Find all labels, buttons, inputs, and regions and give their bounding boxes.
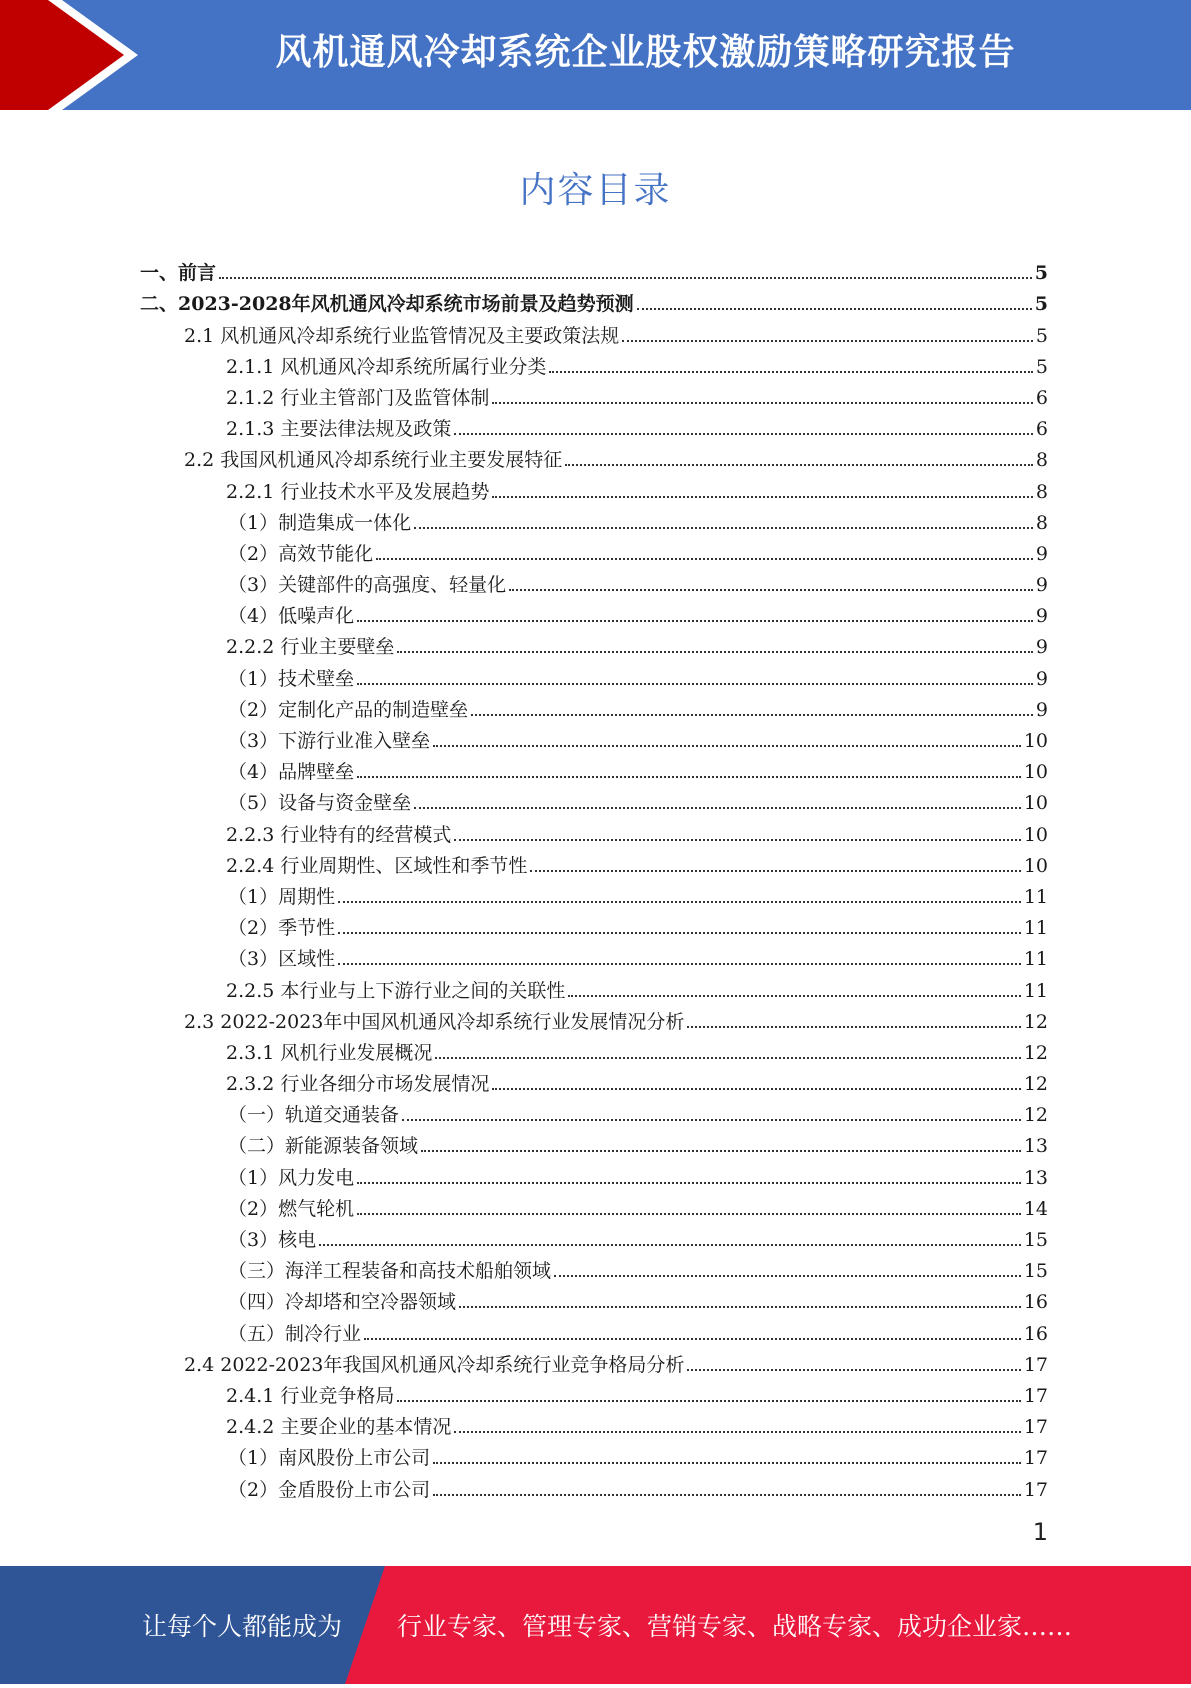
toc-dot-leader	[397, 1400, 1020, 1402]
toc-entry[interactable]	[140, 1408, 1048, 1439]
toc-entry[interactable]	[140, 940, 1048, 971]
toc-dot-leader	[554, 1275, 1021, 1277]
toc-entry-label: （3）区域性	[228, 948, 336, 971]
toc-dot-leader	[492, 496, 1033, 498]
toc-entry-label: （2）高效节能化	[228, 542, 374, 565]
toc-entry[interactable]	[140, 1127, 1048, 1158]
toc-entry-label: 2.4 2022-2023年我国风机通风冷却系统行业竞争格局分析	[184, 1353, 685, 1376]
toc-entry-label: 2.2.4 行业周期性、区域性和季节性	[226, 854, 528, 877]
toc-entry-page: 12	[1023, 1104, 1048, 1127]
toc-entry-page: 9	[1035, 605, 1048, 628]
toc-entry-page: 11	[1023, 948, 1048, 971]
toc-entry-page: 11	[1023, 979, 1048, 1002]
toc-entry-page: 10	[1023, 761, 1048, 784]
toc-entry-label: 一、前言	[140, 262, 217, 285]
toc-dot-leader	[637, 308, 1032, 310]
toc-dot-leader	[471, 714, 1033, 716]
toc-dot-leader	[568, 995, 1020, 997]
toc-dot-leader	[421, 1150, 1021, 1152]
toc-dot-leader	[397, 651, 1033, 653]
toc-entry-page: 8	[1035, 511, 1048, 534]
toc-entry[interactable]	[140, 379, 1048, 410]
toc-entry-page: 8	[1035, 449, 1048, 472]
toc-entry[interactable]	[140, 1252, 1048, 1283]
toc-entry-page: 16	[1023, 1291, 1048, 1314]
toc-entry[interactable]	[140, 815, 1048, 846]
toc-dot-leader	[357, 1213, 1021, 1215]
toc-entry-page: 11	[1023, 917, 1048, 940]
toc-entry-page: 5	[1035, 355, 1048, 378]
toc-entry[interactable]	[140, 878, 1048, 909]
toc-entry-page: 13	[1023, 1135, 1048, 1158]
toc-entry[interactable]	[140, 441, 1048, 472]
toc-entry-label: （一）轨道交通装备	[228, 1104, 400, 1127]
toc-dot-leader	[433, 1494, 1021, 1496]
toc-entry-label: （2）季节性	[228, 917, 336, 940]
toc-entry-label: （4）低噪声化	[228, 605, 355, 628]
toc-entry[interactable]	[140, 1314, 1048, 1345]
report-title: 风机通风冷却系统企业股权激励策略研究报告	[275, 32, 1016, 73]
toc-dot-leader	[319, 1244, 1021, 1246]
toc-entry-label: （5）设备与资金壁垒	[228, 792, 412, 815]
toc-entry-label: （3）核电	[228, 1229, 317, 1251]
toc-entry[interactable]	[140, 628, 1048, 659]
toc-entry[interactable]	[140, 1377, 1048, 1408]
toc-entry-label: （4）品牌壁垒	[228, 761, 355, 784]
toc-entry[interactable]	[140, 504, 1048, 535]
toc-dot-leader	[338, 963, 1021, 965]
toc-entry-page: 9	[1035, 574, 1048, 597]
toc-entry-label: （三）海洋工程装备和高技术船舶领域	[228, 1260, 552, 1283]
toc-entry[interactable]	[140, 971, 1048, 1002]
header-banner	[0, 0, 1191, 110]
page-number: 1	[1032, 1518, 1048, 1546]
toc-entry-page: 9	[1035, 542, 1048, 565]
toc-entry-label: 2.3.1 风机行业发展概况	[226, 1041, 433, 1064]
toc-entry[interactable]	[140, 410, 1048, 441]
toc-dot-leader	[433, 1462, 1021, 1464]
toc-entry[interactable]	[140, 659, 1048, 690]
toc-entry-page: 9	[1035, 698, 1048, 721]
toc-entry-page: 5	[1035, 324, 1048, 347]
toc-entry-page: 15	[1023, 1229, 1048, 1251]
toc-dot-leader	[565, 464, 1033, 466]
toc-entry-label: （2）定制化产品的制造壁垒	[228, 698, 469, 721]
toc-entry-label: （3）关键部件的高强度、轻量化	[228, 574, 507, 597]
toc-entry-page: 10	[1023, 730, 1048, 752]
toc-entry[interactable]	[140, 691, 1048, 722]
toc-entry-page: 12	[1023, 1010, 1048, 1033]
toc-dot-leader	[459, 1306, 1021, 1308]
toc-entry[interactable]	[140, 1190, 1048, 1221]
toc-dot-leader	[509, 589, 1033, 591]
toc-entry-page: 9	[1035, 636, 1048, 659]
toc-entry-label: 2.3.2 行业各细分市场发展情况	[226, 1073, 490, 1096]
toc-entry-label: （1）周期性	[228, 885, 336, 908]
toc-entry-label: 二、2023-2028年风机通风冷却系统市场前景及趋势预测	[140, 293, 634, 316]
toc-entry[interactable]	[140, 1283, 1048, 1314]
toc-entry[interactable]	[140, 909, 1048, 940]
toc-entry-page: 17	[1023, 1384, 1048, 1407]
toc-entry[interactable]	[140, 753, 1048, 784]
footer-slogan-left: 让每个人都能成为	[142, 1612, 343, 1641]
toc-entry-label: 2.1 风机通风冷却系统行业监管情况及主要政策法规	[184, 324, 620, 347]
toc-dot-leader	[357, 1182, 1021, 1184]
toc-entry-page: 14	[1023, 1197, 1048, 1220]
toc-entry[interactable]	[140, 1096, 1048, 1127]
toc-entry[interactable]	[140, 722, 1048, 753]
toc-entry[interactable]	[140, 1003, 1048, 1034]
toc-entry[interactable]	[140, 1158, 1048, 1189]
toc-entry[interactable]	[140, 784, 1048, 815]
toc-dot-leader	[530, 870, 1020, 872]
toc-entry[interactable]	[140, 1034, 1048, 1065]
toc-dot-leader	[338, 901, 1021, 903]
toc-entry[interactable]	[140, 254, 1048, 285]
toc-entry[interactable]	[140, 1065, 1048, 1096]
toc-entry[interactable]	[140, 316, 1048, 347]
toc-dot-leader	[357, 620, 1033, 622]
toc-entry[interactable]	[140, 597, 1048, 628]
toc-entry-page: 17	[1023, 1416, 1048, 1439]
toc-entry[interactable]	[140, 535, 1048, 566]
toc-dot-leader	[622, 340, 1033, 342]
toc-dot-leader	[492, 1088, 1020, 1090]
toc-entry-page: 9	[1035, 667, 1048, 690]
toc-entry[interactable]	[140, 1439, 1048, 1470]
toc-dot-leader	[549, 371, 1033, 373]
toc-entry-label: 2.2 我国风机通风冷却系统行业主要发展特征	[184, 449, 563, 472]
toc-entry-page: 6	[1035, 418, 1048, 441]
toc-entry-label: （1）南风股份上市公司	[228, 1447, 431, 1470]
toc-entry-page: 10	[1023, 792, 1048, 815]
toc-entry-label: （1）风力发电	[228, 1166, 355, 1189]
toc-dot-leader	[402, 1119, 1021, 1121]
toc-heading: 内容目录	[519, 170, 672, 211]
toc-entry-page: 10	[1023, 823, 1048, 846]
toc-dot-leader	[219, 277, 1032, 279]
toc-entry[interactable]	[140, 1346, 1048, 1377]
toc-entry-label: 2.4.1 行业竞争格局	[226, 1384, 395, 1407]
toc-entry-page: 17	[1023, 1447, 1048, 1470]
red-chevron-icon	[0, 0, 170, 110]
footer-banner	[0, 1566, 1191, 1684]
toc-dot-leader	[414, 527, 1033, 529]
toc-entry[interactable]	[140, 348, 1048, 379]
toc-entry-page: 16	[1023, 1322, 1048, 1345]
toc-entry-page: 5	[1034, 262, 1048, 285]
toc-dot-leader	[357, 776, 1021, 778]
toc-entry[interactable]	[140, 285, 1048, 316]
toc-dot-leader	[364, 1338, 1021, 1340]
toc-dot-leader	[435, 1057, 1020, 1059]
toc-entry-label: 2.1.1 风机通风冷却系统所属行业分类	[226, 355, 547, 378]
toc-entry[interactable]	[140, 472, 1048, 503]
toc-entry-page: 17	[1023, 1478, 1048, 1501]
toc-dot-leader	[338, 932, 1021, 934]
toc-entry-label: （3）下游行业准入壁垒	[228, 730, 431, 752]
toc-entry[interactable]	[140, 1221, 1048, 1252]
toc-entry-label: 2.3 2022-2023年中国风机通风冷却系统行业发展情况分析	[184, 1010, 685, 1033]
toc-entry[interactable]	[140, 1470, 1048, 1501]
toc-entry-label: （五）制冷行业	[228, 1322, 362, 1345]
toc-entry-label: （二）新能源装备领域	[228, 1135, 419, 1158]
toc-entry-label: 2.1.3 主要法律法规及政策	[226, 418, 452, 441]
toc-entry-page: 8	[1035, 480, 1048, 503]
toc-entry[interactable]	[140, 566, 1048, 597]
toc-dot-leader	[414, 807, 1021, 809]
toc-entry-label: 2.2.2 行业主要壁垒	[226, 636, 395, 659]
toc-entry-label: 2.2.5 本行业与上下游行业之间的关联性	[226, 979, 566, 1002]
toc-entry-page: 12	[1023, 1073, 1048, 1096]
toc-entry-label: 2.1.2 行业主管部门及监管体制	[226, 386, 490, 409]
toc-entry-label: 2.2.3 行业特有的经营模式	[226, 823, 452, 846]
footer-slogan-right: 行业专家、管理专家、营销专家、战略专家、成功企业家……	[397, 1612, 1073, 1641]
toc-dot-leader	[687, 1026, 1020, 1028]
toc-dot-leader	[492, 402, 1033, 404]
toc-dot-leader	[357, 683, 1033, 685]
toc-entry-page: 5	[1034, 293, 1048, 316]
toc-dot-leader	[687, 1369, 1020, 1371]
toc-entry-label: 2.4.2 主要企业的基本情况	[226, 1416, 452, 1439]
toc-entry-page: 6	[1035, 386, 1048, 409]
toc-entry-page: 11	[1023, 885, 1048, 908]
table-of-contents	[140, 254, 1048, 1502]
toc-entry-label: （四）冷却塔和空冷器领域	[228, 1291, 457, 1314]
toc-entry-page: 17	[1023, 1353, 1048, 1376]
toc-entry-label: （2）金盾股份上市公司	[228, 1478, 431, 1501]
toc-entry[interactable]	[140, 847, 1048, 878]
toc-dot-leader	[433, 745, 1021, 747]
toc-entry-label: （2）燃气轮机	[228, 1197, 355, 1220]
toc-entry-label: （1）制造集成一体化	[228, 511, 412, 534]
toc-entry-page: 15	[1023, 1260, 1048, 1283]
toc-entry-label: 2.2.1 行业技术水平及发展趋势	[226, 480, 490, 503]
toc-dot-leader	[454, 433, 1033, 435]
toc-dot-leader	[376, 558, 1033, 560]
toc-entry-page: 10	[1023, 854, 1048, 877]
toc-dot-leader	[454, 1431, 1020, 1433]
toc-entry-page: 12	[1023, 1041, 1048, 1064]
toc-entry-label: （1）技术壁垒	[228, 667, 355, 690]
toc-entry-page: 13	[1023, 1166, 1048, 1189]
toc-dot-leader	[454, 839, 1020, 841]
